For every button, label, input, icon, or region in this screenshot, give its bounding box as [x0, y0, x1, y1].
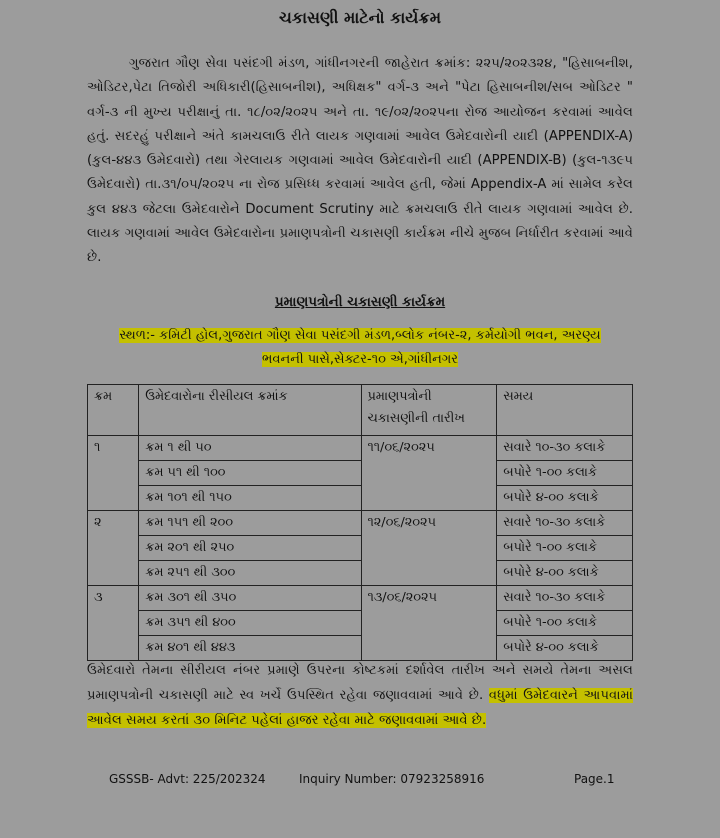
intro-paragraph: ગુજરાત ગૌણ સેવા પસંદગી મંડળ, ગાંધીનગરની જાહેરાત ક્રમાંક: ૨૨૫/૨૦૨૩૨૪, "હિસાબનીશ, ઓડિટર,પેટા તિજોરી અધિકારી(હિસાબનીશ), અધિક્ષક" વર્ગ-૩ અને "પેટા હિસાબનીશ/સબ ઓડિટર " વર્ગ-૩ ની મુખ્ય પરીક્ષાનું તા. ૧૮/૦૨/૨૦૨૫ અને તા. ૧૯/૦૨/૨૦૨૫ના રોજ આયોજન કરવામાં આવેલ હતું. સદરહું પરીક્ષાને અંતે કામચલાઉ રીતે લાયક ગણવામાં આવેલ ઉમેદવારોની યાદી (APPENDIX-A) (કુલ-૪૪૩ ઉમેદવારો) તથા ગેરલાયક ગણવામાં આવેલ ઉમેદવારોની યાદી (APPENDIX-B) (કુલ-૧૩૯૫ ઉમેદવારો) તા.૩૧/૦૫/૨૦૨૫ ના રોજ પ્રસિધ્ધ કરવામાં આવેલ હતી, જેમાં Appendix-A માં સામેલ કરેલ કુલ ૪૪૩ જેટલા ઉમેદવારોને Document Scrutiny માટે ક્રમચલાઉ રીતે લાયક ગણવામાં આવેલ છે. લાયક ગણવામાં આવેલ ઉમેદવારોના પ્રમાણપત્રોની ચકાસણી કાર્યક્રમ નીચે મુજબ નિર્ધારીત કરવામાં આવે છે.	[87, 56, 633, 266]
serial-range: ક્રમ ૧૦૧ થી ૧૫૦	[139, 486, 361, 511]
group-number: ૧	[88, 436, 139, 511]
instructions-note	[87, 658, 633, 733]
time-slot: બપોરે ૪-૦૦ કલાકે	[497, 561, 633, 586]
serial-range: ક્રમ ૩૦૧ થી ૩૫૦	[139, 586, 361, 611]
time-slot: બપોરે ૪-૦૦ કલાકે	[497, 636, 633, 661]
document-title: ચકાસણી માટેનો કાર્યક્રમ	[278, 8, 441, 27]
verification-date: ૧૨/૦૬/૨૦૨૫	[361, 511, 497, 586]
table-header-row	[88, 385, 633, 436]
footer-advt: GSSSB- Advt: 225/202324	[109, 772, 266, 786]
venue-highlight: સ્થળ:- કમિટી હોલ,ગુજરાત ગૌણ સેવા પસંદગી મંડળ,બ્લોક નંબર-૨, કર્મયોગી ભવન, અરણ્ય ભવનની પાસે,સેક્ટર-૧૦ એ,ગાંધીનગર	[119, 328, 601, 367]
table-row	[88, 636, 633, 661]
footer-inquiry: Inquiry Number: 07923258916	[299, 772, 485, 786]
time-slot: સવારે ૧૦-૩૦ કલાકે	[497, 436, 633, 461]
table-row	[88, 436, 633, 461]
table-row	[88, 486, 633, 511]
serial-range: ક્રમ ૧ થી ૫૦	[139, 436, 361, 461]
serial-range: ક્રમ ૧૫૧ થી ૨૦૦	[139, 511, 361, 536]
group-number: ૨	[88, 511, 139, 586]
time-slot: બપોરે ૧-૦૦ કલાકે	[497, 461, 633, 486]
schedule-table	[87, 384, 633, 661]
time-slot: બપોરે ૧-૦૦ કલાકે	[497, 536, 633, 561]
footer-page-number: Page.1	[574, 772, 615, 786]
header-date: પ્રમાણપત્રોની ચકાસણીની તારીખ	[361, 385, 497, 436]
venue-text	[108, 324, 612, 372]
time-slot: સવારે ૧૦-૩૦ કલાકે	[497, 511, 633, 536]
header-time: સમય	[497, 385, 633, 436]
table-row	[88, 561, 633, 586]
serial-range: ક્રમ ૪૦૧ થી ૪૪૩	[139, 636, 361, 661]
table-row	[88, 611, 633, 636]
table-row	[88, 536, 633, 561]
serial-range: ક્રમ ૫૧ થી ૧૦૦	[139, 461, 361, 486]
time-slot: સવારે ૧૦-૩૦ કલાકે	[497, 586, 633, 611]
note-text: ઉમેદવારો તેમના સીરીયલ નંબર પ્રમાણે ઉપરના કોષ્ટકમાં દર્શાવેલ તારીખ અને સમયે તેમના અસલ પ્રમાણપત્રોની ચકાસણી માટે સ્વ ખર્ચે ઉપસ્થિત રહેવા જણાવવામાં આવે છે.	[87, 663, 633, 703]
serial-range: ક્રમ ૩૫૧ થી ૪૦૦	[139, 611, 361, 636]
schedule-heading: પ્રમાણપત્રોની ચકાસણી કાર્યક્રમ	[274, 294, 446, 310]
table-row	[88, 511, 633, 536]
header-serial-range: ઉમેદવારોના રીસીયલ ક્રમાંક	[139, 385, 361, 436]
serial-range: ક્રમ ૨૫૧ થી ૩૦૦	[139, 561, 361, 586]
time-slot: બપોરે ૪-૦૦ કલાકે	[497, 486, 633, 511]
group-number: ૩	[88, 586, 139, 661]
note-highlight: વધુમાં ઉમેદવારને આપવામાં આવેલ સમય કરતાં ૩૦ મિનિટ પહેલાં હાજર રહેવા માટે જણાવવામાં આવે છે.	[87, 688, 634, 728]
serial-range: ક્રમ ૨૦૧ થી ૨૫૦	[139, 536, 361, 561]
header-number: ક્રમ	[88, 385, 139, 436]
table-row	[88, 461, 633, 486]
time-slot: બપોરે ૧-૦૦ કલાકે	[497, 611, 633, 636]
verification-date: ૧૩/૦૬/૨૦૨૫	[361, 586, 497, 661]
table-row	[88, 586, 633, 611]
verification-date: ૧૧/૦૬/૨૦૨૫	[361, 436, 497, 511]
